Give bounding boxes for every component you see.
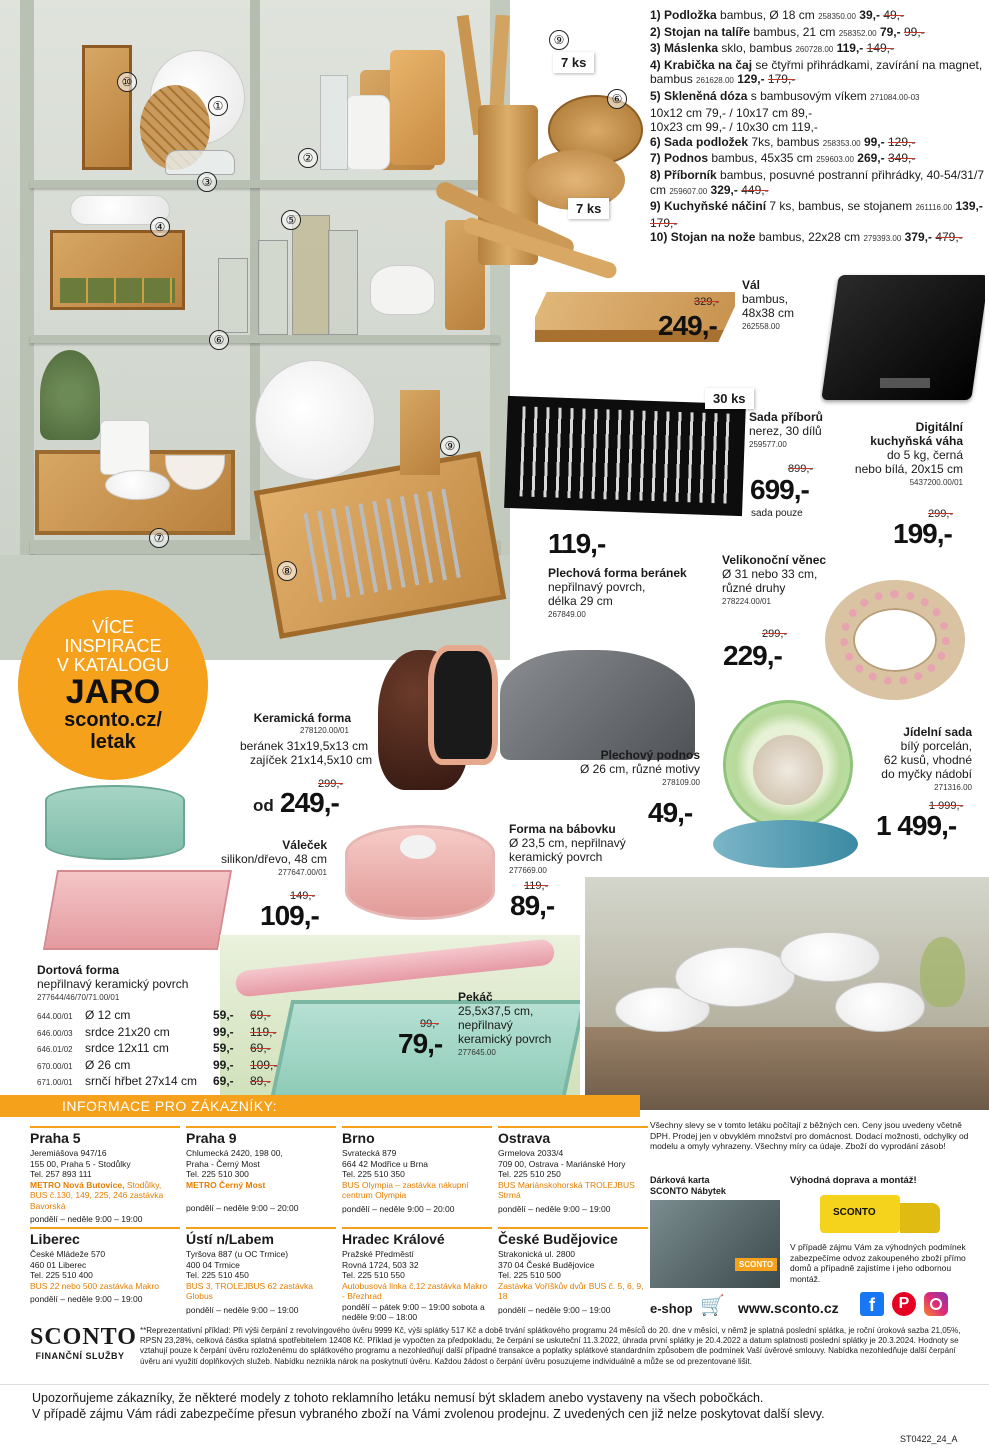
- table-row: 646.00/03 srdce 21x20 cm 99,- 119,-: [37, 1024, 277, 1039]
- marker-7: ⑦: [149, 528, 169, 548]
- delivery-label: Výhodná doprava a montáž!: [790, 1175, 917, 1186]
- ceramic-mold-price: 249,-: [280, 787, 339, 818]
- table-row: 644.00/01 Ø 12 cm 59,- 69,-: [37, 1008, 271, 1022]
- marker-3: ③: [197, 172, 217, 192]
- rolling-pin-price: 109,-: [260, 900, 319, 931]
- ceramic-mold-old-price: 299,-: [318, 778, 344, 790]
- product-list-bamboo: [650, 8, 986, 247]
- val-old-price: 329,-: [694, 296, 720, 308]
- finance-disclaimer: **Reprezentativní příklad: Při výši čerpání z revolvingového úvěru 9999 Kč, výši splátky 517 Kč a době trvání splátkového programu 24 měsíců do 20. dne v měsíci, v němž je splatná poslední splátka, je roční úroková sazba 21,05%, RPSN 23,28%, celková částka splatná spotřebitelem 12408 Kč. Příklad je vypočten za předpokladu, že čerpání se uskuteční 11.3.2022, úhrada první splátky je 20.4.2022 a datum splatnosti poslední splátky je 20.3.2024. Hodnoty se vztahují pouze k čerpání úvěru rozloženému do splátkového programu a nezohledňují další případné transakce a poplatky splátkové standardním způsobem dle podmínek Vaší úvěrové smlouvy. Nabídka nezohledňuje další čerpání úvěru ani využití doplňkových služeb. Nabídku neznikla nárok na poskytnutí úvěru. Každou žádost o čerpání úvěru posuzujeme individuálně a může se od prezentované lišit.: [140, 1326, 961, 1366]
- marker-5: ⑤: [281, 210, 301, 230]
- kitchen-scale-photo: [820, 270, 985, 410]
- cutlery-note: sada pouze: [751, 508, 803, 519]
- bundt-pan-old-price: 119,-: [524, 880, 549, 892]
- marker-9: ⑨: [440, 436, 460, 456]
- ceramic-mold-code: 278120.00/01: [300, 726, 349, 735]
- ceramic-mold-sizes: beránek 31x19,5x13 cm zajíček 21x14,5x10 cm: [240, 739, 373, 767]
- wreath-info: Velikonoční věnec Ø 31 nebo 33 cm, různé druhy 278224.00/01: [722, 553, 827, 606]
- utensils-photo: [430, 15, 650, 280]
- bundt-pan-price: 89,-: [510, 890, 555, 921]
- list-item: 1) Podložka bambus, Ø 18 cm 258350.00 39,- 49,-: [650, 8, 904, 22]
- website-link[interactable]: www.sconto.cz: [738, 1300, 839, 1316]
- branch-usti-nad-labem: Ústí n/Labem Tyršova 887 (u OC Trmice) 400 04 Trmice Tel. 225 510 450 BUS 3, TROLEJBUS 62 zastávka Globus pondělí – neděle 9:00 – 19:00: [186, 1227, 336, 1315]
- list-item: 10) Stojan na nože bambus, 22x28 cm 279393.00 379,- 479,-: [650, 230, 963, 245]
- branch-ceske-budejovice: České Budějovice Strakonická ul. 2800 370 04 České Budějovice Tel. 225 510 500 Zastávka Voříškův dvůr BUS č. 5, 6, 9, 18 pondělí – neděle 9:00 – 19:00: [498, 1227, 648, 1315]
- eshop-label: e-shop: [650, 1301, 693, 1316]
- pricing-note: Všechny slevy se v tomto letáku počítají z běžných cen. Ceny jsou uvedeny včetně DPH. Prodej jen v obvyklém množství pro domácnost. Dodací možnosti, odchylky od modelu a omyly vyhrazeny. Všechny míry ca údaje. Zboží do vyprodání zásob!: [650, 1120, 969, 1151]
- branch-hradec-kralove: Hradec Králové Pražské Předměstí Rovná 1724, 503 32 Tel. 225 510 550 Autobusová linka č.12 zastávka Makro - Březhrad pondělí – pátek 9:00 – 19:00 sobota a neděle 9:00 – 18:00: [342, 1227, 492, 1323]
- branch-ostrava: Ostrava Grmelova 2033/4 709 00, Ostrava - Mariánské Hory Tel. 225 510 250 BUS Mariánskohorská TROLEJBUS Strmá pondělí – neděle 9:00 – 19:00: [498, 1126, 648, 1214]
- catalog-promo-badge[interactable]: VÍCE INSPIRACE V KATALOGU JARO sconto.cz/ letak: [18, 590, 208, 780]
- list-item: 9) Kuchyňské náčiní 7 ks, bambus, se stojanem 261116.00 139,- 179,-: [650, 199, 983, 230]
- branch-praha-9: Praha 9 Chlumecká 2420, 198 00, Praha - Černý Most Tel. 225 510 300 METRO Černý Most pondělí – neděle 9:00 – 20:00: [186, 1126, 336, 1214]
- instagram-icon[interactable]: [924, 1292, 948, 1316]
- cart-icon[interactable]: 🛒: [700, 1295, 725, 1317]
- dinner-set-info: Jídelní sada bílý porcelán, 62 kusů, vhodné do myčky nádobí 271316.00: [881, 725, 972, 792]
- pinterest-icon[interactable]: P: [892, 1292, 916, 1316]
- marker-9-utensils: ⑨: [549, 30, 569, 50]
- marker-10: ⑩: [117, 72, 137, 92]
- marker-8: ⑧: [277, 561, 297, 581]
- lamb-mold-info: Plechová forma beránek nepřilnavý povrch, délka 29 cm 267849.00: [548, 566, 687, 619]
- easter-tray-photo: [708, 700, 858, 872]
- customer-info-bar: INFORMACE PRO ZÁKAZNÍKY:: [0, 1095, 640, 1117]
- marker-4: ④: [150, 217, 170, 237]
- facebook-icon[interactable]: f: [860, 1292, 884, 1316]
- rolling-pin-info: Váleček silikon/dřevo, 48 cm 277647.00/01: [220, 838, 327, 877]
- list-item: 3) Máslenka sklo, bambus 260728.00 119,- 149,-: [650, 41, 895, 56]
- rolling-pin-old-price: 149,-: [290, 890, 316, 902]
- list-item: 2) Stojan na talíře bambus, 21 cm 258352.00 79,- 99,-: [650, 24, 925, 39]
- tray-price: 49,-: [648, 797, 693, 828]
- cake-form-table: [37, 1008, 277, 1091]
- marker-2: ②: [298, 148, 318, 168]
- gift-card-logo: SCONTO: [735, 1258, 777, 1271]
- delivery-truck-image: [815, 1185, 945, 1240]
- baking-forms-photo: [40, 775, 240, 960]
- ceramic-mold-title: Keramická forma: [253, 711, 351, 725]
- roaster-price: 79,-: [398, 1028, 443, 1059]
- footer-note: Upozorňujeme zákazníky, že některé modely z tohoto reklamního letáku nemusí být skladem anebo vystaveny na všech pobočkách. V případě zájmu Vám rádi zabezpečíme přesun vybraného zboží na Vámi zvolenou prodejnu. Z uvedených cen již nelze poskytovat další slevy.: [32, 1391, 825, 1421]
- wreath-price: 229,-: [723, 640, 782, 671]
- table-row: 646.01/02 srdce 12x11 cm 59,- 69,-: [37, 1041, 271, 1055]
- table-row: 670.00/01 Ø 26 cm 99,- 109,-: [37, 1057, 278, 1072]
- dinner-set-old-price: 1 999,-: [929, 800, 964, 812]
- tray-info: Plechový podnos Ø 26 cm, různé motivy 278109.00: [579, 748, 700, 787]
- lamb-mold-price: 119,-: [548, 528, 606, 559]
- table-row: 671.00/01 srnčí hřbet 27x14 cm 69,- 89,-: [37, 1074, 271, 1088]
- page-code: ST0422_24_A: [900, 1434, 958, 1444]
- val-info: Vál bambus, 48x38 cm 262558.00: [742, 278, 795, 331]
- branch-brno: Brno Svratecká 879 664 42 Modřice u Brna Tel. 225 510 350 BUS Olympia – zastávka nákupní centrum Olympia pondělí – neděle 9:00 – 20:00: [342, 1126, 492, 1214]
- cutlery-old-price: 899,-: [788, 463, 814, 475]
- list-item: 8) Příborník bambus, posuvné postranní přihrádky, 40-54/31/7 cm 259607.00 329,- 449,-: [650, 167, 984, 197]
- easter-wreath-photo: [820, 575, 970, 705]
- scale-old-price: 299,-: [928, 508, 954, 520]
- wreath-old-price: 299,-: [762, 628, 788, 640]
- dinner-set-price: 1 499,-: [876, 810, 957, 841]
- bundt-pan-info: Forma na bábovku Ø 23,5 cm, nepřilnavý keramický povrch 277669.00: [509, 822, 626, 875]
- ceramic-mold-from: od: [253, 796, 274, 815]
- gift-card-image: [650, 1200, 780, 1288]
- cutlery-info: Sada příborů nerez, 30 dílů 259577.00: [749, 410, 824, 449]
- val-price: 249,-: [658, 310, 717, 341]
- marker-6: ⑥: [209, 330, 229, 350]
- marker-1: ①: [208, 96, 228, 116]
- list-item: 4) Krabička na čaj se čtyřmi přihrádkami, zavírání na magnet, bambus 261628.00 129,- 179,-: [650, 57, 983, 87]
- cake-form-info: Dortová forma nepřilnavý keramický povrch 277644/46/70/71.00/01: [37, 963, 189, 1002]
- badge-7ks-coasters: 7 ks: [568, 198, 609, 219]
- sconto-finance-logo: SCONTO FINANČNÍ SLUŽBY: [30, 1324, 137, 1361]
- badge-30ks: 30 ks: [705, 388, 754, 409]
- marker-6-coasters: ⑥: [607, 89, 627, 109]
- gift-card-label: Dárková karta SCONTO Nábytek: [650, 1175, 726, 1196]
- roaster-old-price: 99,-: [420, 1018, 439, 1030]
- list-item: 6) Sada podložek 7ks, bambus 258353.00 99,- 129,-: [650, 134, 916, 149]
- list-item: 7) Podnos bambus, 45x35 cm 259603.00 269,- 349,-: [650, 151, 916, 166]
- scale-price: 199,-: [893, 518, 952, 549]
- roaster-info: Pekáč 25,5x37,5 cm, nepřilnavý keramický povrch 277645.00: [458, 990, 552, 1057]
- branch-praha-5: Praha 5 Jeremiášova 947/16 155 00, Praha 5 - Stodůlky Tel. 257 893 111 METRO Nová Butovice, Stodůlky, BUS č.130, 149, 225, 246 zastávka Bavorská pondělí – neděle 9:00 – 19:00: [30, 1126, 180, 1225]
- branch-liberec: Liberec České Mládeže 570 460 01 Liberec Tel. 225 510 400 BUS 22 nebo 500 zastávka Makro pondělí – neděle 9:00 – 19:00: [30, 1227, 180, 1305]
- cutlery-set-photo: [504, 396, 746, 516]
- list-item: 5) Skleněná dóza s bambusovým víkem 271084.00-03 10x12 cm 79,- / 10x17 cm 89,- 10x23 cm 99,- / 10x30 cm 119,-: [650, 88, 920, 135]
- badge-7ks-utensils: 7 ks: [553, 52, 594, 73]
- scale-info: Digitální kuchyňská váha do 5 kg, černá nebo bílá, 20x15 cm 5437200.00/01: [854, 420, 963, 487]
- bundt-pan-photo: [335, 820, 505, 928]
- delivery-text: V případě zájmu Vám za výhodných podmínek zabezpečíme odvoz zakoupeného zboží přímo domů a případně zajistíme i jeho odbornou montáž.: [790, 1242, 966, 1284]
- dinner-set-photo: [585, 877, 989, 1110]
- cutlery-price: 699,-: [750, 474, 809, 505]
- truck-logo: SCONTO: [833, 1207, 876, 1218]
